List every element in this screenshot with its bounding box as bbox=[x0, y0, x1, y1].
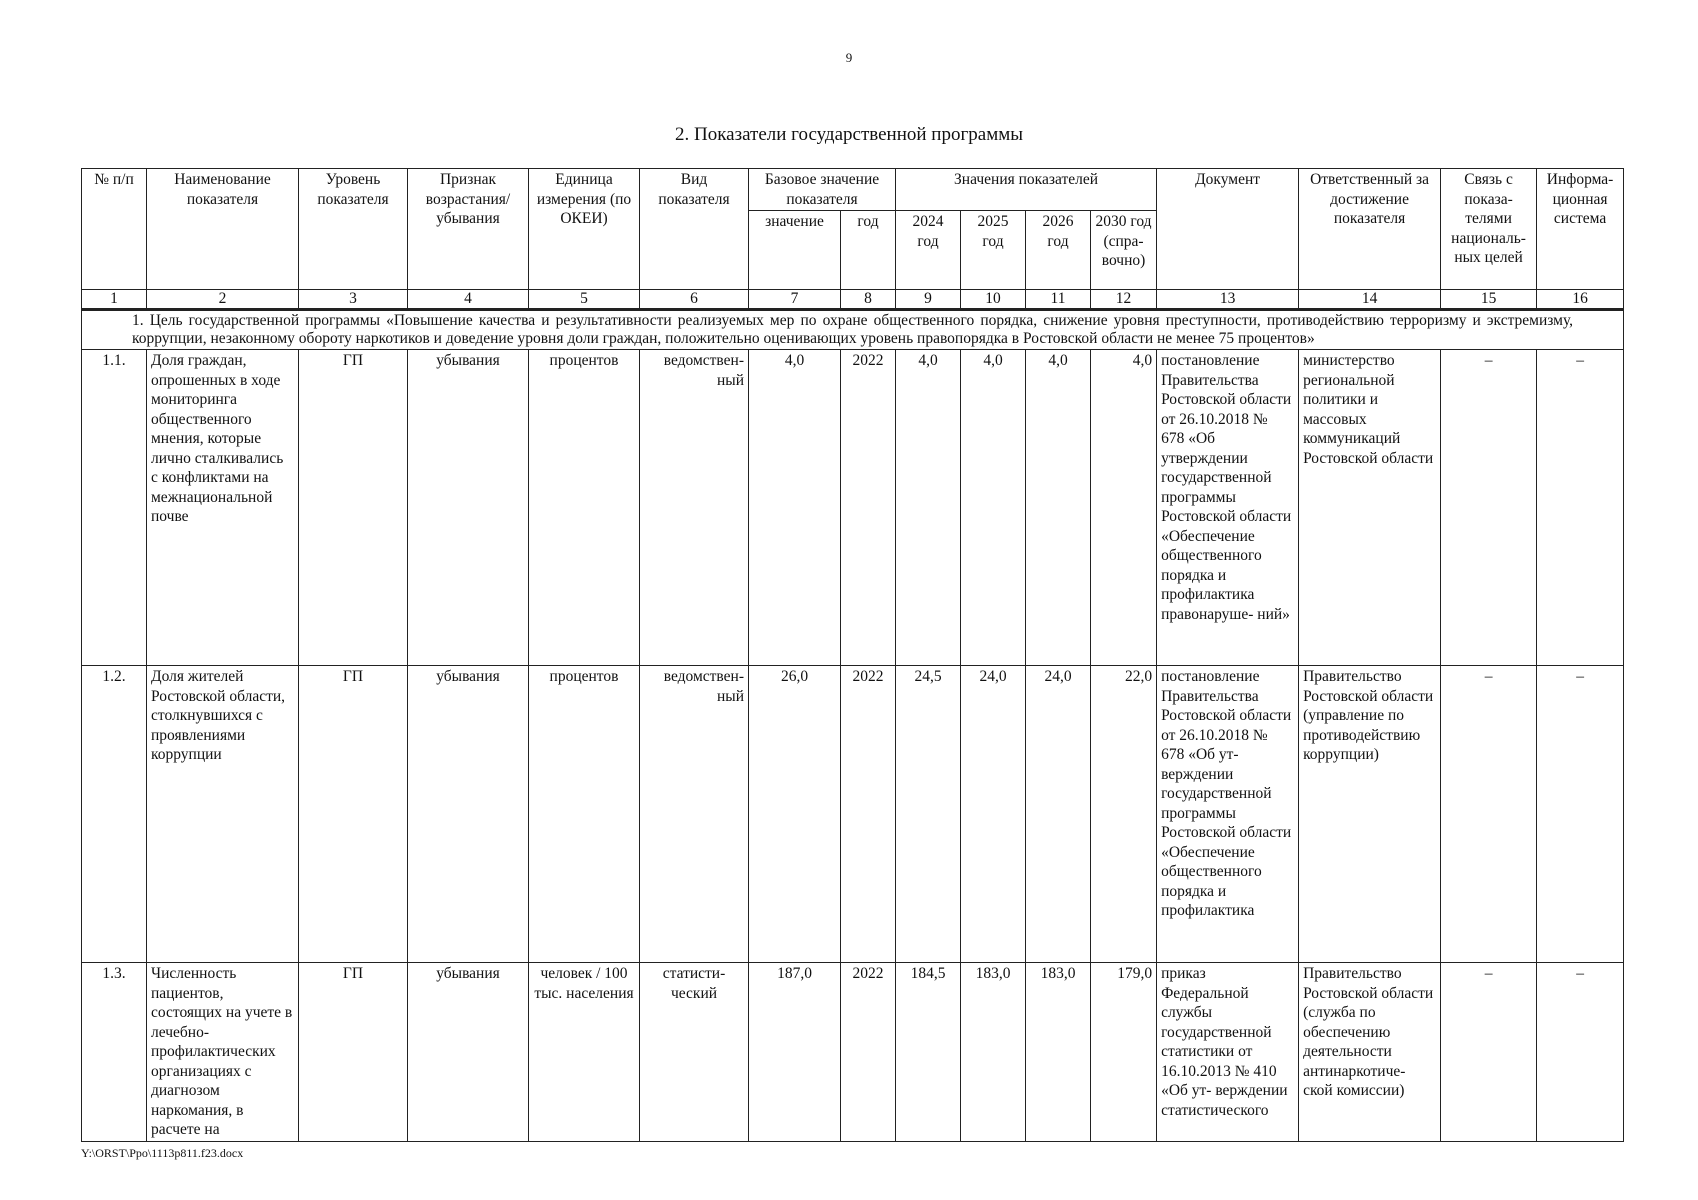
column-number: 4 bbox=[408, 290, 529, 310]
column-number: 5 bbox=[529, 290, 640, 310]
table-row bbox=[82, 963, 1624, 1142]
row-value-2030: 4,0 bbox=[1091, 350, 1157, 666]
table-row bbox=[82, 350, 1624, 666]
row-type: ведомствен- ный bbox=[640, 350, 749, 666]
header-base: Базовое значение показателя bbox=[749, 169, 896, 211]
row-responsible: министерство региональной политики и массовых коммуникаций Ростовской области bbox=[1299, 350, 1441, 666]
row-link: – bbox=[1441, 666, 1537, 963]
row-info-system: – bbox=[1537, 350, 1624, 666]
header-base-year: год bbox=[841, 211, 896, 290]
row-level: ГП bbox=[299, 666, 408, 963]
row-responsible: Правительство Ростовской области (управление по противодействию коррупции) bbox=[1299, 666, 1441, 963]
header-document: Документ bbox=[1157, 169, 1299, 290]
row-base-value: 4,0 bbox=[749, 350, 841, 666]
header-row-1 bbox=[82, 169, 1624, 211]
row-type: статисти- ческий bbox=[640, 963, 749, 1142]
row-base-value: 187,0 bbox=[749, 963, 841, 1142]
row-document: постановление Правительства Ростовской области от 26.10.2018 № 678 «Об утверждении государственной программы Ростовской области «Обеспечение общественного порядка и профилактика правонаруше- ний» bbox=[1157, 350, 1299, 666]
column-number: 8 bbox=[841, 290, 896, 310]
row-num: 1.1. bbox=[82, 350, 147, 666]
goal-text: 1. Цель государственной программы «Повышение качества и результативности реализуемых мер по охране общественного порядка, снижение уровня преступности, противодействию терроризму и экстремизму, коррупции, незаконному обороту наркотиков и доведение уровня доли граждан, положительно оценивающих уровень правопорядка в Ростовской области не менее 75 процентов» bbox=[82, 310, 1624, 350]
header-name: Наименование показателя bbox=[147, 169, 299, 290]
row-value-2024: 24,5 bbox=[896, 666, 961, 963]
row-base-year: 2022 bbox=[841, 963, 896, 1142]
row-document: приказ Федеральной службы государственной статистики от 16.10.2013 № 410 «Об ут- верждении статистического bbox=[1157, 963, 1299, 1142]
column-number: 12 bbox=[1091, 290, 1157, 310]
row-base-year: 2022 bbox=[841, 666, 896, 963]
row-value-2024: 4,0 bbox=[896, 350, 961, 666]
row-document: постановление Правительства Ростовской области от 26.10.2018 № 678 «Об ут- верждении государственной программы Ростовской области «Обеспечение общественного порядка и профилактика bbox=[1157, 666, 1299, 963]
page-number: 9 bbox=[845, 50, 853, 65]
column-number: 10 bbox=[961, 290, 1026, 310]
column-number: 3 bbox=[299, 290, 408, 310]
row-unit: человек / 100 тыс. населения bbox=[529, 963, 640, 1142]
row-name: Численность пациентов, состоящих на учете в лечебно- профилактических организациях с диагнозом наркомания, в расчете на bbox=[147, 963, 299, 1142]
header-info-system: Информа- ционная система bbox=[1537, 169, 1624, 290]
row-trend: убывания bbox=[408, 350, 529, 666]
row-link: – bbox=[1441, 350, 1537, 666]
header-num: № п/п bbox=[82, 169, 147, 290]
header-2030: 2030 год (спра- вочно) bbox=[1091, 211, 1157, 290]
column-number: 6 bbox=[640, 290, 749, 310]
row-base-year: 2022 bbox=[841, 350, 896, 666]
column-number: 9 bbox=[896, 290, 961, 310]
row-info-system: – bbox=[1537, 963, 1624, 1142]
row-info-system: – bbox=[1537, 666, 1624, 963]
row-trend: убывания bbox=[408, 666, 529, 963]
row-trend: убывания bbox=[408, 963, 529, 1142]
row-value-2025: 4,0 bbox=[961, 350, 1026, 666]
row-value-2026: 183,0 bbox=[1026, 963, 1091, 1142]
row-name: Доля жителей Ростовской области, столкнувшихся с проявлениями коррупции bbox=[147, 666, 299, 963]
row-value-2030: 22,0 bbox=[1091, 666, 1157, 963]
row-level: ГП bbox=[299, 963, 408, 1142]
row-value-2025: 183,0 bbox=[961, 963, 1026, 1142]
header-level: Уровень показателя bbox=[299, 169, 408, 290]
page-title: 2. Показатели государственной программы bbox=[674, 124, 1024, 145]
row-num: 1.3. bbox=[82, 963, 147, 1142]
column-number: 7 bbox=[749, 290, 841, 310]
row-type: ведомствен- ный bbox=[640, 666, 749, 963]
row-unit: процентов bbox=[529, 350, 640, 666]
column-number: 2 bbox=[147, 290, 299, 310]
row-value-2026: 24,0 bbox=[1026, 666, 1091, 963]
row-unit: процентов bbox=[529, 666, 640, 963]
header-trend: Признак возрастания/ убывания bbox=[408, 169, 529, 290]
footer-file-path: Y:\ORST\Ppo\1113p811.f23.docx bbox=[81, 1146, 244, 1160]
header-values: Значения показателей bbox=[896, 169, 1157, 211]
goal-row bbox=[82, 310, 1624, 350]
header-responsible: Ответственный за достижение показателя bbox=[1299, 169, 1441, 290]
header-2025: 2025 год bbox=[961, 211, 1026, 290]
row-value-2024: 184,5 bbox=[896, 963, 961, 1142]
header-base-value: значение bbox=[749, 211, 841, 290]
indicators-table bbox=[81, 168, 1624, 1142]
header-2024: 2024 год bbox=[896, 211, 961, 290]
column-number: 14 bbox=[1299, 290, 1441, 310]
header-link: Связь с показа- телями националь- ных целей bbox=[1441, 169, 1537, 290]
column-number: 16 bbox=[1537, 290, 1624, 310]
row-value-2026: 4,0 bbox=[1026, 350, 1091, 666]
row-value-2030: 179,0 bbox=[1091, 963, 1157, 1142]
row-base-value: 26,0 bbox=[749, 666, 841, 963]
column-number: 1 bbox=[82, 290, 147, 310]
column-number: 13 bbox=[1157, 290, 1299, 310]
column-numbers-row bbox=[82, 290, 1624, 310]
row-num: 1.2. bbox=[82, 666, 147, 963]
header-type: Вид показателя bbox=[640, 169, 749, 290]
table-row bbox=[82, 666, 1624, 963]
row-value-2025: 24,0 bbox=[961, 666, 1026, 963]
row-name: Доля граждан, опрошенных в ходе мониторинга общественного мнения, которые лично сталкивались с конфликтами на межнациональной почве bbox=[147, 350, 299, 666]
row-link: – bbox=[1441, 963, 1537, 1142]
header-unit: Единица измерения (по ОКЕИ) bbox=[529, 169, 640, 290]
header-2026: 2026 год bbox=[1026, 211, 1091, 290]
column-number: 11 bbox=[1026, 290, 1091, 310]
row-level: ГП bbox=[299, 350, 408, 666]
column-number: 15 bbox=[1441, 290, 1537, 310]
row-responsible: Правительство Ростовской области (служба по обеспечению деятельности антинаркотиче- ской комиссии) bbox=[1299, 963, 1441, 1142]
